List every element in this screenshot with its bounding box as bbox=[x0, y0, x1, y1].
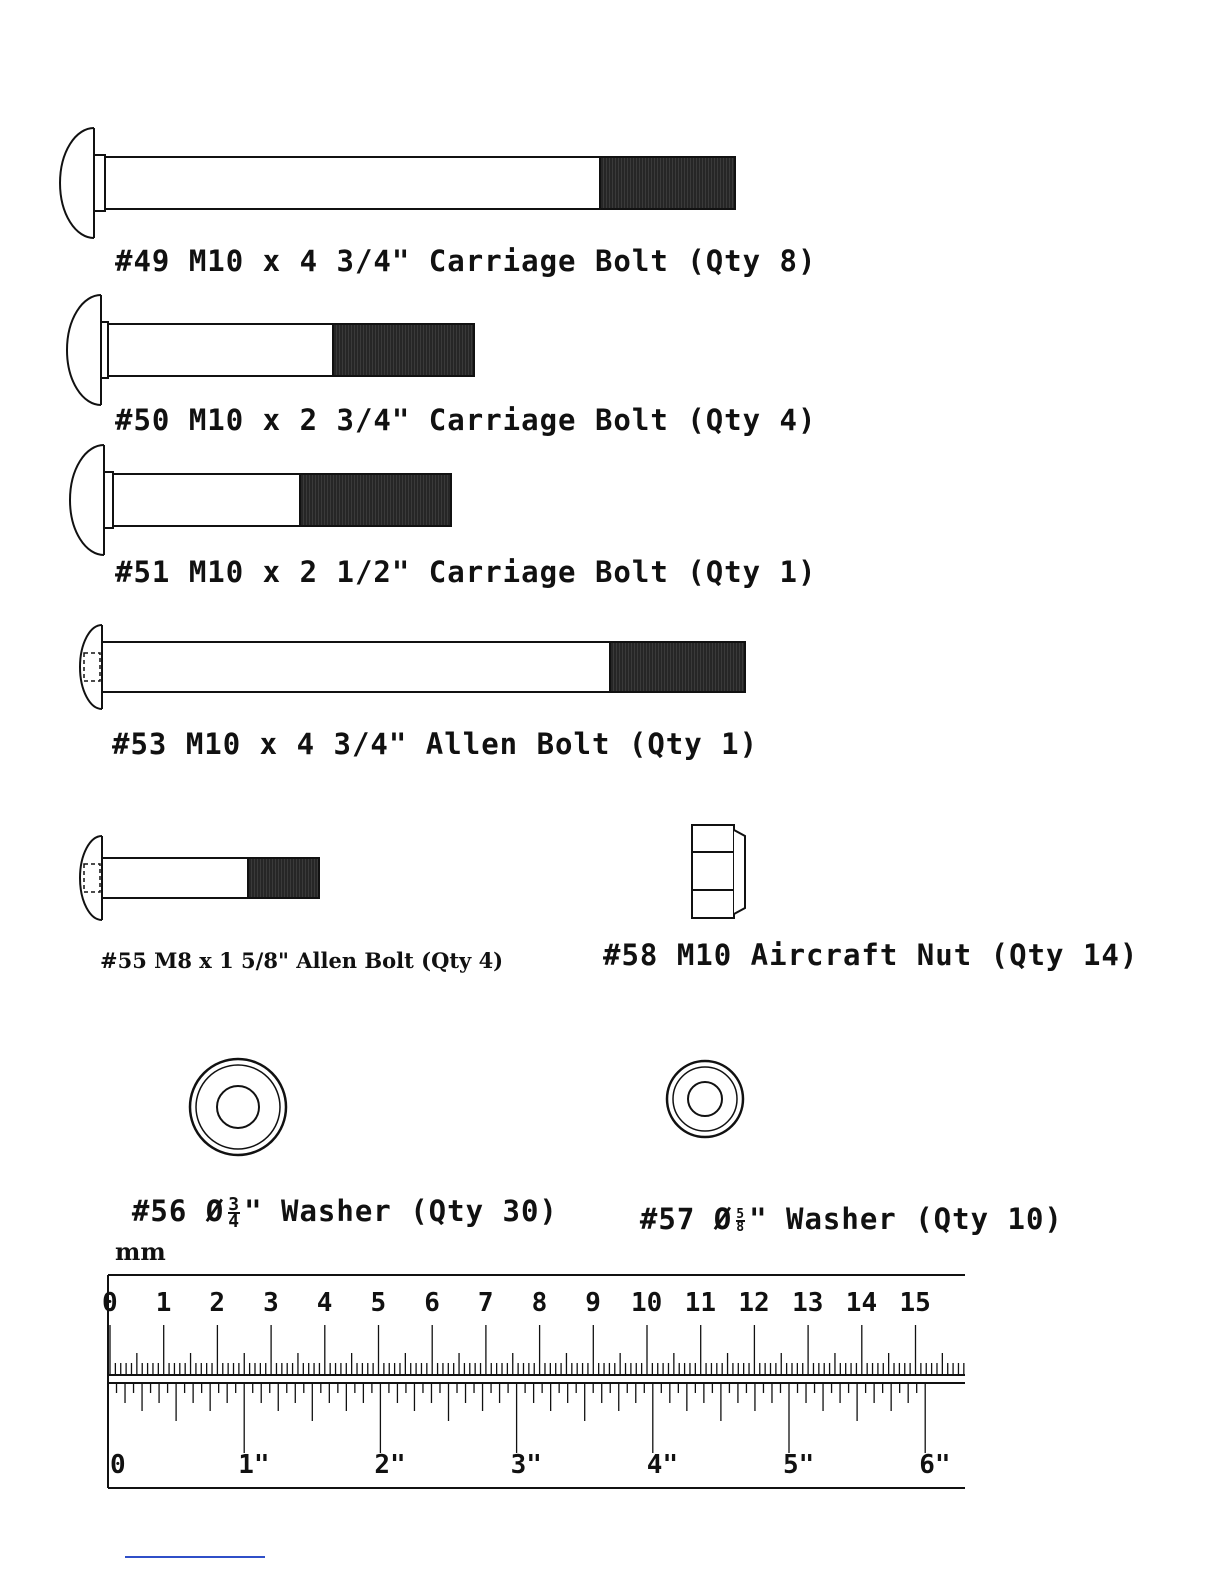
ruler-cm-label: 15 bbox=[899, 1288, 931, 1318]
ruler-inch-label: 1" bbox=[238, 1450, 270, 1480]
part-58-label: #58 M10 Aircraft Nut (Qty 14) bbox=[603, 938, 1139, 972]
ruler-cm-label: 13 bbox=[792, 1288, 824, 1318]
ruler-cm-label: 5 bbox=[370, 1288, 387, 1318]
ruler-cm-label: 2 bbox=[209, 1288, 226, 1318]
part-56-frac-den: 4 bbox=[228, 1211, 241, 1232]
part-50-label: #50 M10 x 2 3/4" Carriage Bolt (Qty 4) bbox=[115, 403, 817, 437]
ruler-inch-label: 0 bbox=[110, 1450, 126, 1480]
ruler-cm-label: 1 bbox=[155, 1288, 172, 1318]
ruler-inch-label: 5" bbox=[783, 1450, 815, 1480]
ruler-cm-label: 12 bbox=[738, 1288, 770, 1318]
part-56-prefix: #56 Ø bbox=[131, 1194, 225, 1228]
ruler-cm-label: 11 bbox=[684, 1288, 716, 1318]
ruler-cm-label: 0 bbox=[102, 1288, 118, 1318]
part-57-suffix: " Washer (Qty 10) bbox=[749, 1202, 1063, 1236]
footer-link-underline bbox=[125, 1556, 265, 1558]
ruler-cm-label: 10 bbox=[631, 1288, 663, 1318]
part-53-label: #53 M10 x 4 3/4" Allen Bolt (Qty 1) bbox=[112, 727, 759, 761]
part-57-frac-num: 5 bbox=[736, 1207, 746, 1222]
ruler-cm-label: 9 bbox=[585, 1288, 601, 1318]
part-55-label: #55 M8 x 1 5/8" Allen Bolt (Qty 4) bbox=[100, 948, 504, 973]
ruler-inch-label: 4" bbox=[646, 1450, 679, 1480]
part-56-frac-num: 3 bbox=[228, 1194, 241, 1215]
ruler-cm-label: 7 bbox=[477, 1288, 494, 1318]
ruler-inch-label: 3" bbox=[510, 1450, 542, 1480]
part-57-prefix: #57 Ø bbox=[639, 1202, 733, 1236]
ruler-cm-label: 8 bbox=[531, 1288, 548, 1318]
ruler-cm-label: 14 bbox=[845, 1288, 878, 1318]
ruler-cm-label: 6 bbox=[424, 1288, 440, 1318]
ruler-inch-label: 6" bbox=[919, 1450, 951, 1480]
ruler-inch-label: 2" bbox=[374, 1450, 406, 1480]
ruler-cm-label: 3 bbox=[263, 1288, 279, 1318]
part-56-suffix: " Washer (Qty 30) bbox=[244, 1194, 558, 1228]
part-57-frac-den: 8 bbox=[736, 1220, 746, 1235]
ruler-cm-label: 4 bbox=[316, 1288, 333, 1318]
part-49-label: #49 M10 x 4 3/4" Carriage Bolt (Qty 8) bbox=[115, 244, 817, 278]
ruler-unit-label: mm bbox=[115, 1237, 166, 1266]
part-51-label: #51 M10 x 2 1/2" Carriage Bolt (Qty 1) bbox=[115, 555, 817, 589]
